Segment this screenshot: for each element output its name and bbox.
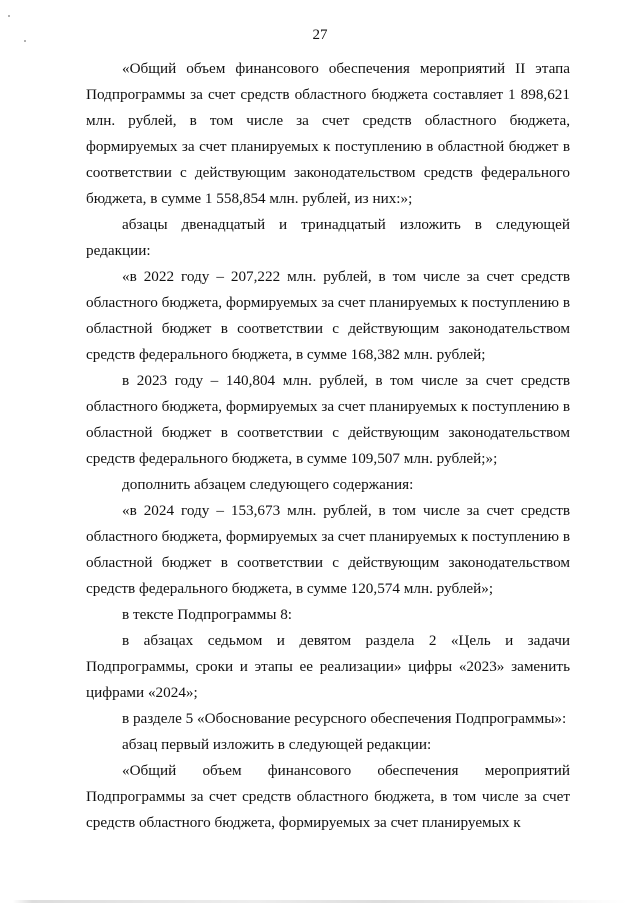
paragraph: «Общий объем финансового обеспечения мероприятий II этапа Подпрограммы за счет средств областного бюджета составляет 1 898,621 млн. рублей, в том числе за счет средств областного бюджета, формируемых за счет планируемых к поступлению в областной бюджет в соответствии с действующим законодательством средств федерального бюджета, в сумме 1 558,854 млн. рублей, из них:»; bbox=[86, 60, 570, 207]
paragraph: в разделе 5 «Обоснование ресурсного обеспечения Подпрограммы»: bbox=[122, 710, 567, 727]
page-number: 27 bbox=[312, 27, 328, 43]
paragraph: «Общий объем финансового обеспечения мероприятий Подпрограммы за счет средств областного бюджета, в том числе за счет средств областного бюджета, формируемых за счет планируемых к bbox=[86, 762, 570, 831]
paragraph: в абзацах седьмом и девятом раздела 2 «Цель и задачи Подпрограммы, сроки и этапы ее реализации» цифры «2023» заменить цифрами «2024»; bbox=[86, 632, 570, 701]
paragraph: в 2023 году – 140,804 млн. рублей, в том числе за счет средств областного бюджета, формируемых за счет планируемых к поступлению в областной бюджет в соответствии с действующим законодательством средств федерального бюджета, в сумме 109,507 млн. рублей;»; bbox=[86, 372, 570, 467]
paragraph: абзац первый изложить в следующей редакции: bbox=[122, 736, 432, 753]
paragraph: «в 2024 году – 153,673 млн. рублей, в том числе за счет средств областного бюджета, формируемых за счет планируемых к поступлению в областной бюджет в соответствии с действующим законодательством средств федерального бюджета, в сумме 120,574 млн. рублей»; bbox=[86, 502, 570, 597]
paragraph: «в 2022 году – 207,222 млн. рублей, в том числе за счет средств областного бюджета, формируемых за счет планируемых к поступлению в областной бюджет в соответствии с действующим законодательством средств федерального бюджета, в сумме 168,382 млн. рублей; bbox=[86, 268, 570, 363]
scan-speck bbox=[8, 15, 10, 17]
document-body bbox=[86, 56, 570, 836]
paragraph: в тексте Подпрограммы 8: bbox=[122, 606, 293, 623]
scan-speck bbox=[24, 40, 26, 42]
paragraph: абзацы двенадцатый и тринадцатый изложить в следующей редакции: bbox=[86, 216, 570, 259]
paragraph: дополнить абзацем следующего содержания: bbox=[122, 476, 414, 493]
